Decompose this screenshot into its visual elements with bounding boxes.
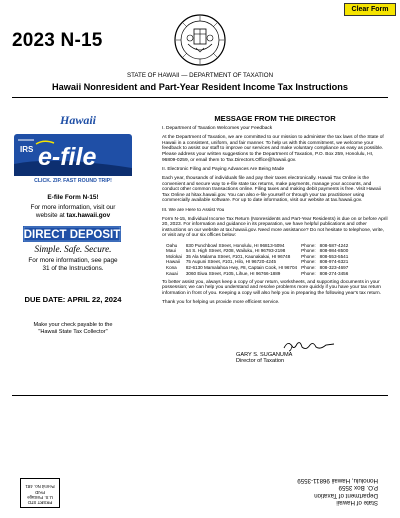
efile-info-line2 [0,212,146,220]
closing-body: To better assist you, always keep a copy of your return, worksheets, and supporting documents in your possession; we can help you understand and resolve problems more quickly if you have your tax return information in front of you. Keeping a copy will also help you in preparing the following year's tax return. [162,279,382,296]
office-city: Oahu [166,242,178,248]
svg-text:IRS: IRS [20,145,34,154]
dd-info-line1: For more information, see page [28,257,118,264]
office-address: 35 Ala Malama Street, #101, Kaunakakai, HI 96748 [185,253,291,259]
director-message-body [162,126,388,309]
clear-form-button[interactable]: Clear Form [344,3,396,16]
irs-efile-logo-icon [14,134,132,176]
direct-deposit-logo-icon [23,226,121,242]
office-phone: 808-984-8500 [319,248,349,254]
svg-text:DIRECT DEPOSIT: DIRECT DEPOSIT [23,229,121,241]
postage-line4: Permit No. 481 [25,484,55,490]
state-seal-icon [174,14,226,66]
signer-name: GARY S. SUGANUMA [236,352,293,358]
direct-deposit-slogan: Simple. Safe. Secure. [34,244,112,254]
thanks-line: Thank you for helping us provide more efficient service. [162,300,280,306]
due-date: DUE DATE: APRIL 22, 2024 [24,295,122,304]
office-phone-label: Phone: [301,242,316,248]
director-signer [236,352,346,365]
payable-line2: "Hawaii State Tax Collector" [38,329,108,335]
mail-line1: State of Hawaii [336,499,378,506]
section-2-body: Each year, thousands of individuals file and pay their taxes electronically. Hawaii Tax Online is the convenient and secure way to e-file state tax returns, make payments, manage your accounts, and conduct other common transactions online. Filing taxes and making debit payments is free. Visit Hawaii Tax Online at hitax.hawaii.gov. You can also e-file yourself or through your tax practitioner using commercially available software. For up to date information, visit our website at tax.hawaii.gov. [162,175,381,204]
office-phone-label: Phone: [301,253,316,259]
office-phone: 808-323-4697 [319,265,349,271]
table-row [166,265,352,271]
postage-line1: PRSRT STD [27,500,53,505]
payable-note [0,322,146,336]
mail-panel-divider [12,395,388,396]
dd-info-line2: 31 of the Instructions. [42,265,104,272]
section-1-heading: I. Department of Taxation Welcomes your Feedback [162,126,273,131]
postage-line2: U.S. Postage [27,494,53,500]
form-title: 2023 N-15 [12,30,103,51]
direct-deposit-info [0,257,146,273]
office-phone: 808-974-6321 [319,259,349,265]
header-divider [12,97,388,98]
click-zip-slogan: CLICK. ZIP. FAST ROUND TRIP! [34,178,112,184]
director-signature-icon [282,339,342,352]
signer-title: Director of Taxation [236,358,285,365]
mail-line4: Honolulu, Hawaii 96811-3559 [297,476,378,484]
office-city: Maui [166,248,176,254]
office-city: Hawaii [166,259,180,265]
postage-line3: PAID [35,489,45,495]
office-phone: 808-553-5541 [319,253,349,259]
office-phone: 808-587-4242 [319,242,349,248]
efile-form-heading: E-file Form N-15! [47,194,99,201]
office-phone: 808-274-3456 [319,270,349,276]
office-city: Kona [166,265,177,271]
postage-indicia [20,478,60,508]
efile-website-link[interactable]: tax.hawaii.gov [66,212,111,219]
office-address: 3060 Eiwa Street, #105, Lihue, HI 96766-1889 [185,270,281,276]
office-phone-label: Phone: [301,248,316,254]
office-city: Kauai [166,270,178,276]
office-address: 75 Aupuni Street, #101, Hilo, HI 96720-4245 [185,259,276,265]
hawaii-script-logo: Hawaii [60,113,97,127]
office-city: Molokai [166,253,182,259]
office-phone-label: Phone: [301,265,316,271]
table-row [166,271,352,277]
svg-text:e-file: e-file [38,143,97,171]
department-line: STATE OF HAWAII — DEPARTMENT OF TAXATION [126,72,274,79]
office-phone-label: Phone: [301,259,316,265]
section-3-body: Form N-15, Individual Income Tax Return (Nonresidents and Part-Year Residents) is due on or before April 20, 2023. For information and guidance in its preparation, we have helpful publications and other instructions on our website at tax.hawaii.gov. Need more assistance? Do not hesitate to telephone, write, or visit any of our six offices below: [162,216,388,239]
mail-line3: P.O. Box 3559 [338,484,378,492]
office-table [166,243,352,277]
instructions-title: Hawaii Nonresident and Part-Year Resident Income Tax Instructions [52,82,348,92]
efile-info [0,204,146,220]
return-address [297,476,378,506]
payable-line1: Make your check payable to the [33,322,113,328]
office-phone-label: Phone: [301,270,316,276]
mail-line2: Department of Taxation [314,491,378,499]
section-2-heading: II. Electronic Filing and Paying Advances Are Being Made [162,166,285,172]
section-3-heading: III. We are Here to Assist You [162,207,225,213]
efile-info-line2-text: website at [35,212,65,219]
office-address: 54 S. High Street, #208, Wailuku, HI 96793-2198 [185,248,286,254]
office-address: 82-6130 Mamalahoa Hwy, #8, Captain Cook, HI 96704 [185,265,298,271]
efile-info-line1: For more information, visit our [30,204,116,211]
director-message-heading: MESSAGE FROM THE DIRECTOR [214,114,336,123]
section-1-body: At the Department of Taxation, we are committed to our mission to administer the tax laws of the State of Hawaii in a consistent, uniform, and fair manner. To help us with this commitment, we welcome your feedback to assist our staff to improve our services and make voluntary compliance as easy as possible. Please address your written suggestions to the Department of Taxation, P.O. Box 259, Honolulu, HI, 96809-0259, or email them to Tax.Directors.Office@hawaii.gov. [162,135,384,163]
office-address: 830 Punchbowl Street, Honolulu, HI 96813-5094 [185,242,285,248]
mail-panel [12,402,388,514]
